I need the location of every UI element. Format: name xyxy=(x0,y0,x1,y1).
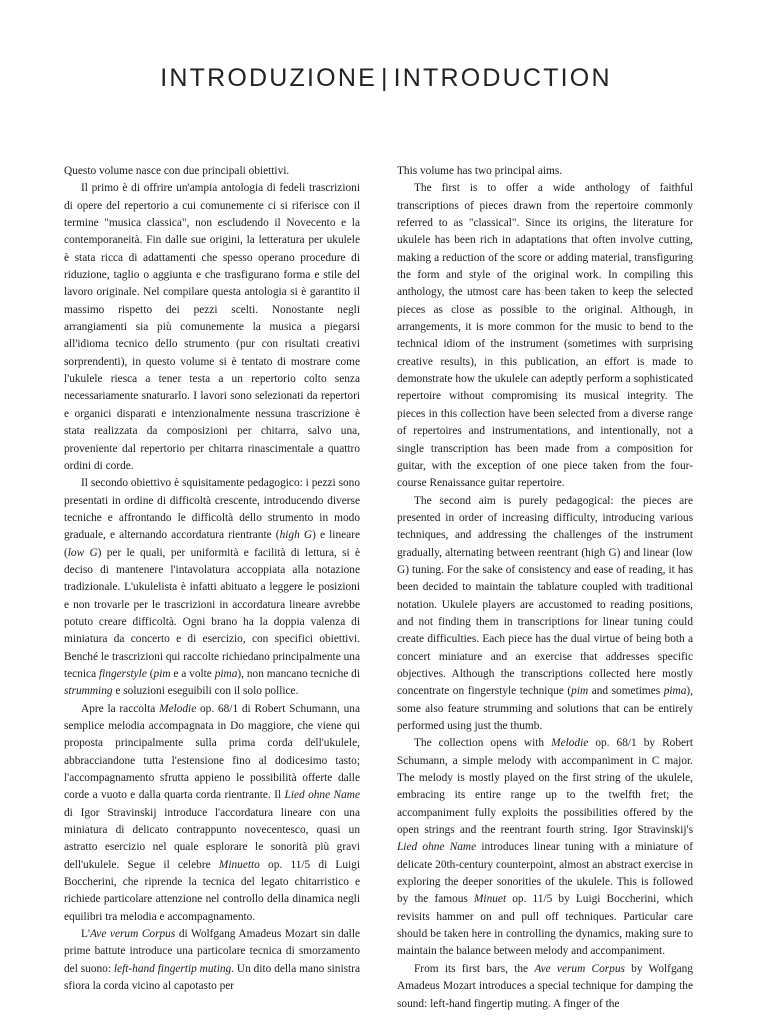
text-run: e soluzioni eseguibili con il solo pollice. xyxy=(112,685,299,698)
title-english: INTRODUCTION xyxy=(393,64,612,92)
title-italian: INTRODUZIONE xyxy=(160,64,377,92)
italic-term: Ave verum Corpus xyxy=(534,962,625,975)
italian-paragraph-5 xyxy=(64,926,360,995)
italic-term: pima xyxy=(663,685,687,698)
text-run: . Un dito della mano sinistra sfiora la corda vicino al capotasto per xyxy=(64,962,360,993)
text-run: From its first bars, the xyxy=(414,962,535,975)
text-run: ( xyxy=(146,667,154,680)
text-run: The collection opens with xyxy=(414,737,552,750)
text-run: di Igor Stravinskij introduce l'accordatura lineare con una miniatura di delicato contrappunto novecentesco, quasi un astratto esercizio nel quale esplorare le sonorità più gravi dell'ukulele. Segue il celebre xyxy=(64,806,360,871)
english-paragraph-2: The first is to offer a wide anthology of faithful transcriptions of pieces drawn from the repertoire commonly referred to as "classical". Since its origins, the literature for ukulele has been rich in adaptations that often involve cutting, making a reduction of the score or adding material, transfiguring the form and style of the original work. In compiling this anthology, the utmost care has been taken to keep the selected pieces as close as possible to the original. Although, in arrangements, it is more common for the music to bend to the technical idiom of the instrument (sometimes with surprising creative results), in this publication, an effort is made to demonstrate how the ukulele can adeptly perform a sophisticated repertoire without compromising its musical integrity. The pieces in this collection have been selected from a diverse range of repertoires and instrumentations, and intentionally, not a single transcription has been made from a composition for guitar, with the exception of one piece taken from the four-course Renaissance guitar repertoire. xyxy=(397,182,693,490)
italic-term: fingerstyle xyxy=(98,667,147,680)
text-run: Il secondo obiettivo è squisitamente pedagogico: i pezzi sono presentati in ordine di difficoltà crescente, introducendo diverse tecniche e affrontando le difficoltà dello strumento in modo graduale, e alternando accordatura rientrante ( xyxy=(64,477,360,542)
text-run: ), some also feature strumming and solutions that can be entirely performed using just the thumb. xyxy=(397,685,693,732)
page-title xyxy=(0,64,772,93)
english-paragraph-3 xyxy=(397,493,693,736)
text-run: op. 68/1 di Robert Schumann, una semplice melodia accompagnata in Do maggiore, che viene qui proposta principalmente sulla prima corda dell'ukulele, abbracciandone tutta l'estensione fino al dodicesimo tasto; l'accompagnamento sfrutta appieno le possibilità offerte dalle corde a vuoto e dalla quarta corda rientrante. Il xyxy=(64,702,360,802)
italic-term: strumming xyxy=(64,685,113,698)
english-paragraph-5 xyxy=(397,961,693,1013)
italic-term: Minuetto xyxy=(218,858,260,871)
text-run: ), non mancano tecniche di xyxy=(237,667,360,680)
english-paragraph-4 xyxy=(397,735,693,960)
text-run: e a volte xyxy=(170,667,215,680)
text-run: introduces linear tuning with a miniature of delicate 20th-century counterpoint, almost an abstract exercise in exploring the deeper sonorities of the ukulele. This is followed by the famous xyxy=(397,841,693,906)
text-run: The second aim is purely pedagogical: the pieces are presented in order of increasing difficulty, introducing various techniques, and addressing the challenges of the instrument gradually, alternating between reentrant (high G) and linear (low G) tuning. For the sake of consistency and ease of reading, it has been decided to maintain the tablature coupled with traditional notation. Ukulele players are accustomed to reading positions, and not finding them in transcriptions for linear tuning could create difficulties. Each piece has the dual virtue of being both a concert miniature and an exercise that addresses specific objectives. Although the transcriptions collected here mostly concentrate on fingerstyle technique ( xyxy=(397,494,693,698)
english-column xyxy=(397,163,693,1013)
text-run: op. 68/1 by Robert Schumann, a simple melody with accompaniment in C major. The melody is mostly played on the first string of the ukulele, embracing its entire range up to the twelfth fret; the accompaniment fully exploits the possibilities offered by the open strings and the reentrant fourth string. Igor Stravinskij's xyxy=(397,737,693,837)
italic-term: Minuet xyxy=(473,893,507,906)
italian-column xyxy=(64,163,360,996)
title-separator: | xyxy=(380,64,390,92)
italic-term: Melodie xyxy=(551,737,589,750)
text-run: L' xyxy=(81,928,90,941)
italic-term: pima xyxy=(214,667,238,680)
text-run: op. 11/5 di Luigi Boccherini, che riprende la tecnica del legato chitarristico e richiede particolare attenzione nel controllo della dinamica negli equilibri tra melodia e accompagnamento. xyxy=(64,858,360,923)
text-run: ) e lineare ( xyxy=(64,529,361,559)
english-paragraph-1: This volume has two principal aims. xyxy=(397,165,563,177)
italic-term: left-hand fingertip muting xyxy=(113,962,232,975)
text-run: di Wolfgang Amadeus Mozart sin dalle prime battute introduce una particolare tecnica di smorzamento del suono: xyxy=(64,928,361,975)
italian-paragraph-1: Questo volume nasce con due principali obiettivi. xyxy=(64,165,290,177)
italian-paragraph-4 xyxy=(64,701,360,926)
text-run: ) per le quali, per uniformità e facilità di lettura, si è deciso di mantenere l'intavolatura accoppiata alla notazione tradizionale. L'ukulelista è infatti abituato a leggere le posizioni e non trovarle per le trascrizioni in accordatura lineare avrebbe potuto creare difficoltà. Ogni brano ha la doppia valenza di miniatura da concerto e di esercizio, con specifici obiettivi. Benché le trascrizioni qui raccolte richiedano principalmente una tecnica xyxy=(64,546,361,680)
italian-paragraph-2: Il primo è di offrire un'ampia antologia di fedeli trascrizioni di opere del repertorio a cui comunemente ci si riferisce con il termine "musica classica", non escludendo il Novecento e la contemporaneità. Fin dalle sue origini, la letteratura per ukulele è stata ricca di adattamenti che spesso operano procedure di riduzione, taglio o aggiunta e che trasfigurano forma e stile del lavoro originale. Nel compilare questa antologia si è garantito il massimo rispetto dei pezzi scelti. Nonostante negli arrangiamenti sia più comunemente la musica a piegarsi all'idioma tecnico dello strumento (pur con risultati creativi sorprendenti), in questo volume si è tentato di mostrare come l'ukulele riesca a tener testa a un repertorio colto senza necessariamente snaturarlo. I lavori sono selezionati da repertori e organici disparati e intenzionalmente nessuna trascrizione è stata realizzata da composizioni per chitarra, salvo una, proveniente dal repertorio per chitarra rinascimentale a quattro ordini di corde. xyxy=(64,182,360,472)
italic-term: pim xyxy=(153,667,171,680)
italic-term: low G xyxy=(67,546,98,559)
text-run: op. 11/5 by Luigi Boccherini, which revisits hammer on and pull off techniques. Particular care should be taken here in controlling the dynamics, making sure to maintain the balance between melody and accompaniment. xyxy=(397,893,694,958)
italic-term: Lied ohne Name xyxy=(284,789,360,802)
italian-paragraph-3 xyxy=(64,475,360,700)
italic-term: pim xyxy=(571,685,589,698)
text-run: by Wolfgang Amadeus Mozart introduces a special technique for damping the sound: left-hand fingertip muting. A finger of the xyxy=(397,962,693,1010)
italic-term: Ave verum Corpus xyxy=(89,928,176,941)
italic-term: Melodie xyxy=(159,702,197,715)
text-run: and sometimes xyxy=(588,685,664,698)
text-run: Apre la raccolta xyxy=(81,702,160,715)
italic-term: high G xyxy=(279,529,313,542)
italic-term: Lied ohne Name xyxy=(397,841,477,854)
